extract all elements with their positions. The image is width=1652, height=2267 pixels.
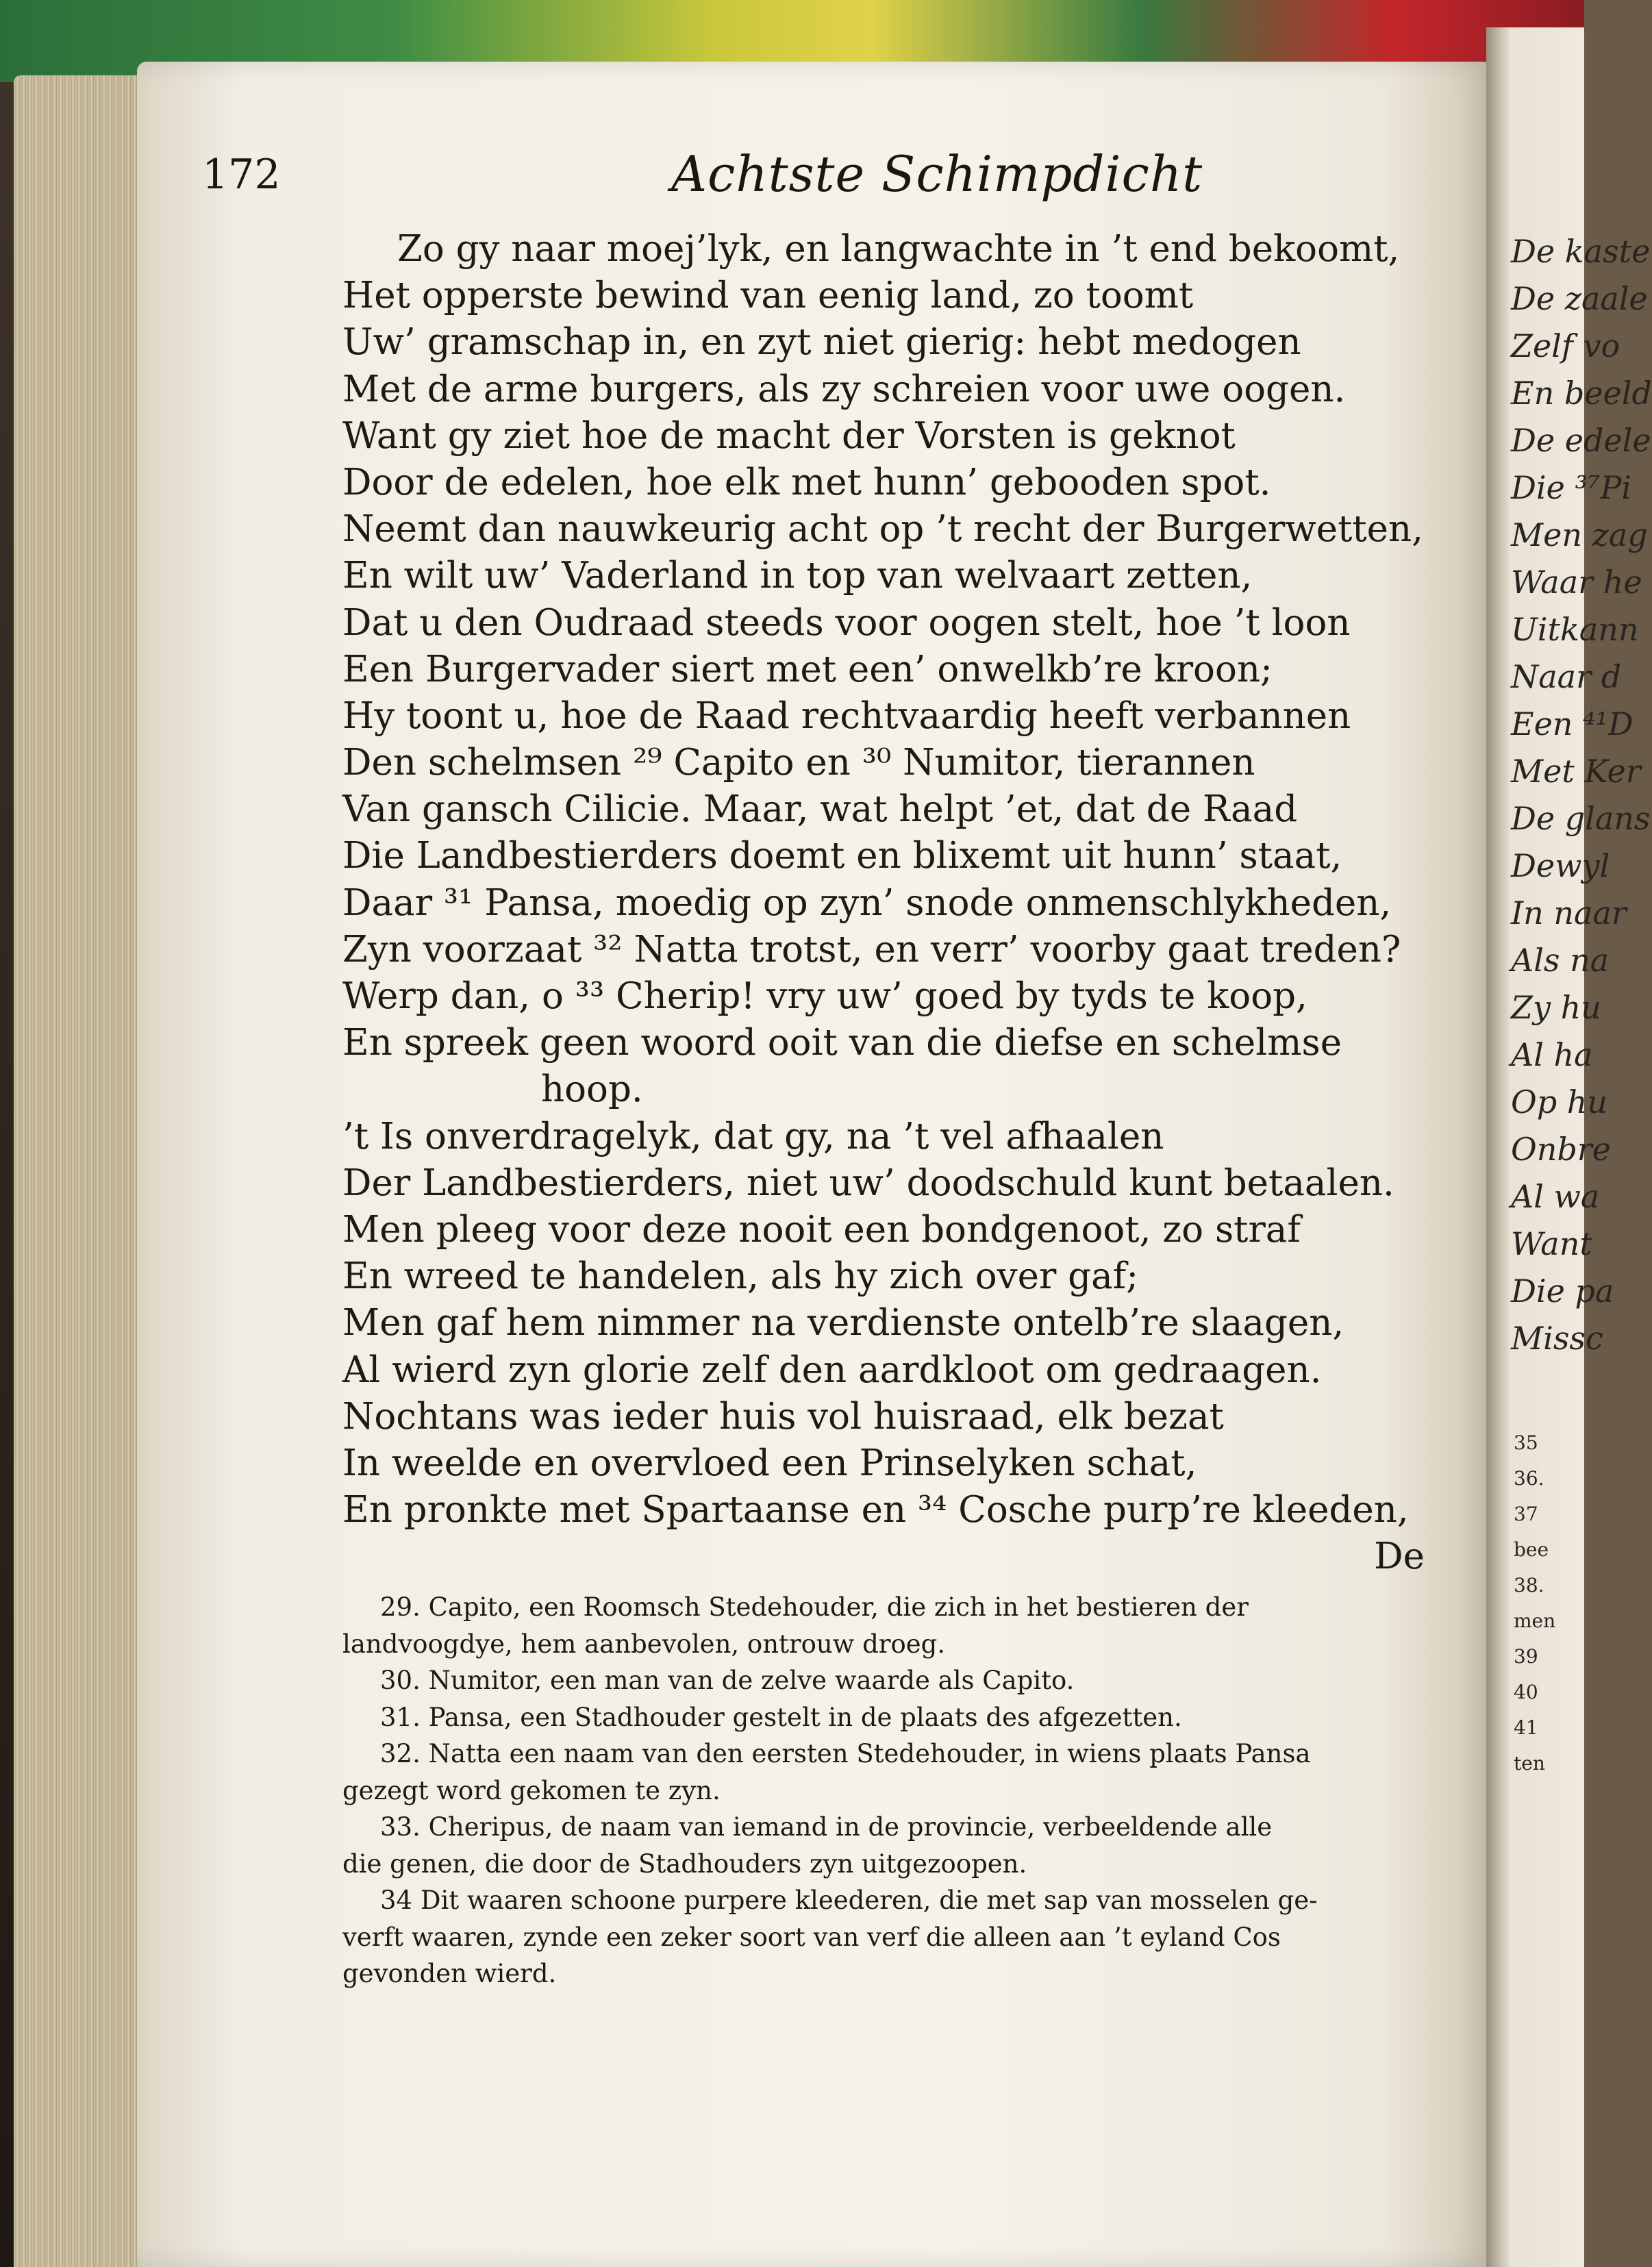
verse-line: Nochtans was ieder huis vol huisraad, elk bezat (342, 1395, 1224, 1438)
verse-line: Men gaf hem nimmer na verdienste ontelb’re slaagen, (342, 1302, 1344, 1344)
footnote-line: gevonden wierd. (342, 1959, 557, 1988)
facing-page-line: Die pa (1511, 1273, 1614, 1310)
facing-page-footnote: 39 (1514, 1645, 1538, 1668)
verse-line: Hy toont u, hoe de Raad rechtvaardig heeft verbannen (342, 694, 1351, 737)
facing-page-line: En beeld (1511, 375, 1652, 412)
verse-line: Met de arme burgers, als zy schreien voor uwe oogen. (342, 368, 1346, 410)
verse-line: Werp dan, o ³³ Cherip! vry uw’ goed by tyds te koop, (342, 975, 1307, 1017)
verse-line: Neemt dan nauwkeurig acht op ’t recht der Burgerwetten, (342, 508, 1424, 551)
facing-page-line: Een ⁴¹D (1511, 705, 1634, 742)
footnote-line: 30. Numitor, een man van de zelve waarde als Capito. (380, 1666, 1075, 1695)
facing-page-footnote: 36. (1514, 1467, 1544, 1490)
verse-line: De (1374, 1536, 1425, 1578)
page-number: 172 (202, 151, 281, 199)
verse-line: Zo gy naar moej’lyk, en langwachte in ’t end bekoomt, (397, 228, 1400, 270)
facing-page-line: Onbre (1511, 1131, 1611, 1168)
facing-page-line: De zaale (1511, 280, 1648, 317)
verse-line: In weelde en overvloed een Prinselyken schat, (342, 1442, 1197, 1484)
facing-page-footnote: 35 (1514, 1431, 1538, 1454)
footnote-line: gezegt word gekomen te zyn. (342, 1775, 721, 1805)
verse-line: ’t Is onverdragelyk, dat gy, na ’t vel afhaalen (342, 1115, 1164, 1157)
facing-page-line: Al ha (1511, 1036, 1593, 1073)
facing-page-footnote: 37 (1514, 1503, 1538, 1525)
facing-page-line: In naar (1511, 894, 1627, 931)
facing-page-line: De edele (1511, 422, 1651, 459)
facing-page-line: Die ³⁷Pi (1511, 469, 1631, 506)
verse-line: Van gansch Cilicie. Maar, wat helpt ’et, dat de Raad (342, 788, 1298, 831)
verse-line: Al wierd zyn glorie zelf den aardkloot om gedraagen. (342, 1349, 1322, 1391)
verse-line: Dat u den Oudraad steeds voor oogen stelt, hoe ’t loon (342, 601, 1351, 644)
facing-page-line: Als na (1511, 942, 1610, 979)
facing-page-footnote: 38. (1514, 1574, 1544, 1596)
verse-line: En spreek geen woord ooit van die diefse en schelmse (342, 1022, 1342, 1064)
facing-page-line: De glans (1511, 800, 1651, 837)
verse-line: Door de edelen, hoe elk met hunn’ gebooden spot. (342, 461, 1271, 503)
verse-line: Want gy ziet hoe de macht der Vorsten is geknot (342, 414, 1236, 457)
footnotes (342, 1589, 1466, 1992)
facing-page-line: Op hu (1511, 1084, 1608, 1120)
facing-page-line: Want (1511, 1225, 1592, 1262)
facing-page-line: Uitkann (1511, 611, 1639, 648)
verse-line: En wreed te handelen, als hy zich over gaf; (342, 1255, 1139, 1298)
facing-page-line: Zy hu (1511, 989, 1601, 1026)
verse-line: Die Landbestierders doemt en blixemt uit hunn’ staat, (342, 835, 1342, 877)
facing-page-line: Naar d (1511, 658, 1622, 695)
facing-page-line: Men zag (1511, 516, 1648, 553)
facing-page-line: Missc (1511, 1320, 1603, 1357)
facing-page-line: Met Ker (1511, 753, 1641, 790)
facing-page-footnote: 41 (1514, 1716, 1538, 1739)
verse-line: Den schelmsen ²⁹ Capito en ³⁰ Numitor, tierannen (342, 742, 1255, 784)
verse-line: En pronkte met Spartaanse en ³⁴ Cosche purp’re kleeden, (342, 1489, 1409, 1531)
verse-line: Een Burgervader siert met een’ onwelkb’re kroon; (342, 648, 1273, 690)
facing-page-footnote: ten (1514, 1752, 1545, 1775)
footnote-line: 29. Capito, een Roomsch Stedehouder, die zich in het bestieren der (380, 1592, 1249, 1622)
verse-line: Zyn voorzaat ³² Natta trotst, en verr’ voorby gaat treden? (342, 928, 1401, 970)
footnote-line: verft waaren, zynde een zeker soort van verf die alleen aan ’t eyland Cos (342, 1922, 1281, 1952)
footnote-line: 34 Dit waaren schoone purpere kleederen, die met sap van mosselen ge- (380, 1886, 1318, 1915)
footnote-line: 33. Cheripus, de naam van iemand in de provincie, verbeeldende alle (380, 1812, 1273, 1842)
footnote-line: 32. Natta een naam van den eersten Stedehouder, in wiens plaats Pansa (380, 1739, 1311, 1768)
footnote-line: landvoogdye, hem aanbevolen, ontrouw droeg. (342, 1629, 946, 1659)
verse-line: Uw’ gramschap in, en zyt niet gierig: hebt medogen (342, 321, 1301, 364)
verse-line: Men pleeg voor deze nooit een bondgenoot, zo straf (342, 1208, 1301, 1251)
facing-page-line: Waar he (1511, 564, 1642, 601)
poem-body (342, 226, 1466, 1580)
facing-page-line: Dewyl (1511, 847, 1610, 884)
running-title: Achtste Schimpdicht (671, 145, 1203, 203)
verse-line: Daar ³¹ Pansa, moedig op zyn’ snode onmenschlykheden, (342, 881, 1392, 924)
facing-page-line: Al wa (1511, 1178, 1600, 1215)
facing-page-footnote: men (1514, 1610, 1556, 1632)
footnote-line: 31. Pansa, een Stadhouder gestelt in de plaats des afgezetten. (380, 1702, 1182, 1732)
facing-page-line: De kaste (1511, 233, 1651, 270)
facing-page-line: Zelf vo (1511, 327, 1620, 364)
verse-line: hoop. (541, 1068, 643, 1111)
facing-page-footnote: 40 (1514, 1681, 1538, 1703)
verse-line: En wilt uw’ Vaderland in top van welvaart zetten, (342, 555, 1253, 597)
verse-line: Der Landbestierders, niet uw’ doodschuld kunt betaalen. (342, 1162, 1394, 1204)
facing-page (1486, 27, 1652, 2267)
page-edges (14, 75, 158, 2267)
facing-page-footnote: bee (1514, 1538, 1549, 1561)
verse-line: Het opperste bewind van eenig land, zo toomt (342, 275, 1194, 317)
footnote-line: die genen, die door de Stadhouders zyn uitgezoopen. (342, 1849, 1027, 1879)
